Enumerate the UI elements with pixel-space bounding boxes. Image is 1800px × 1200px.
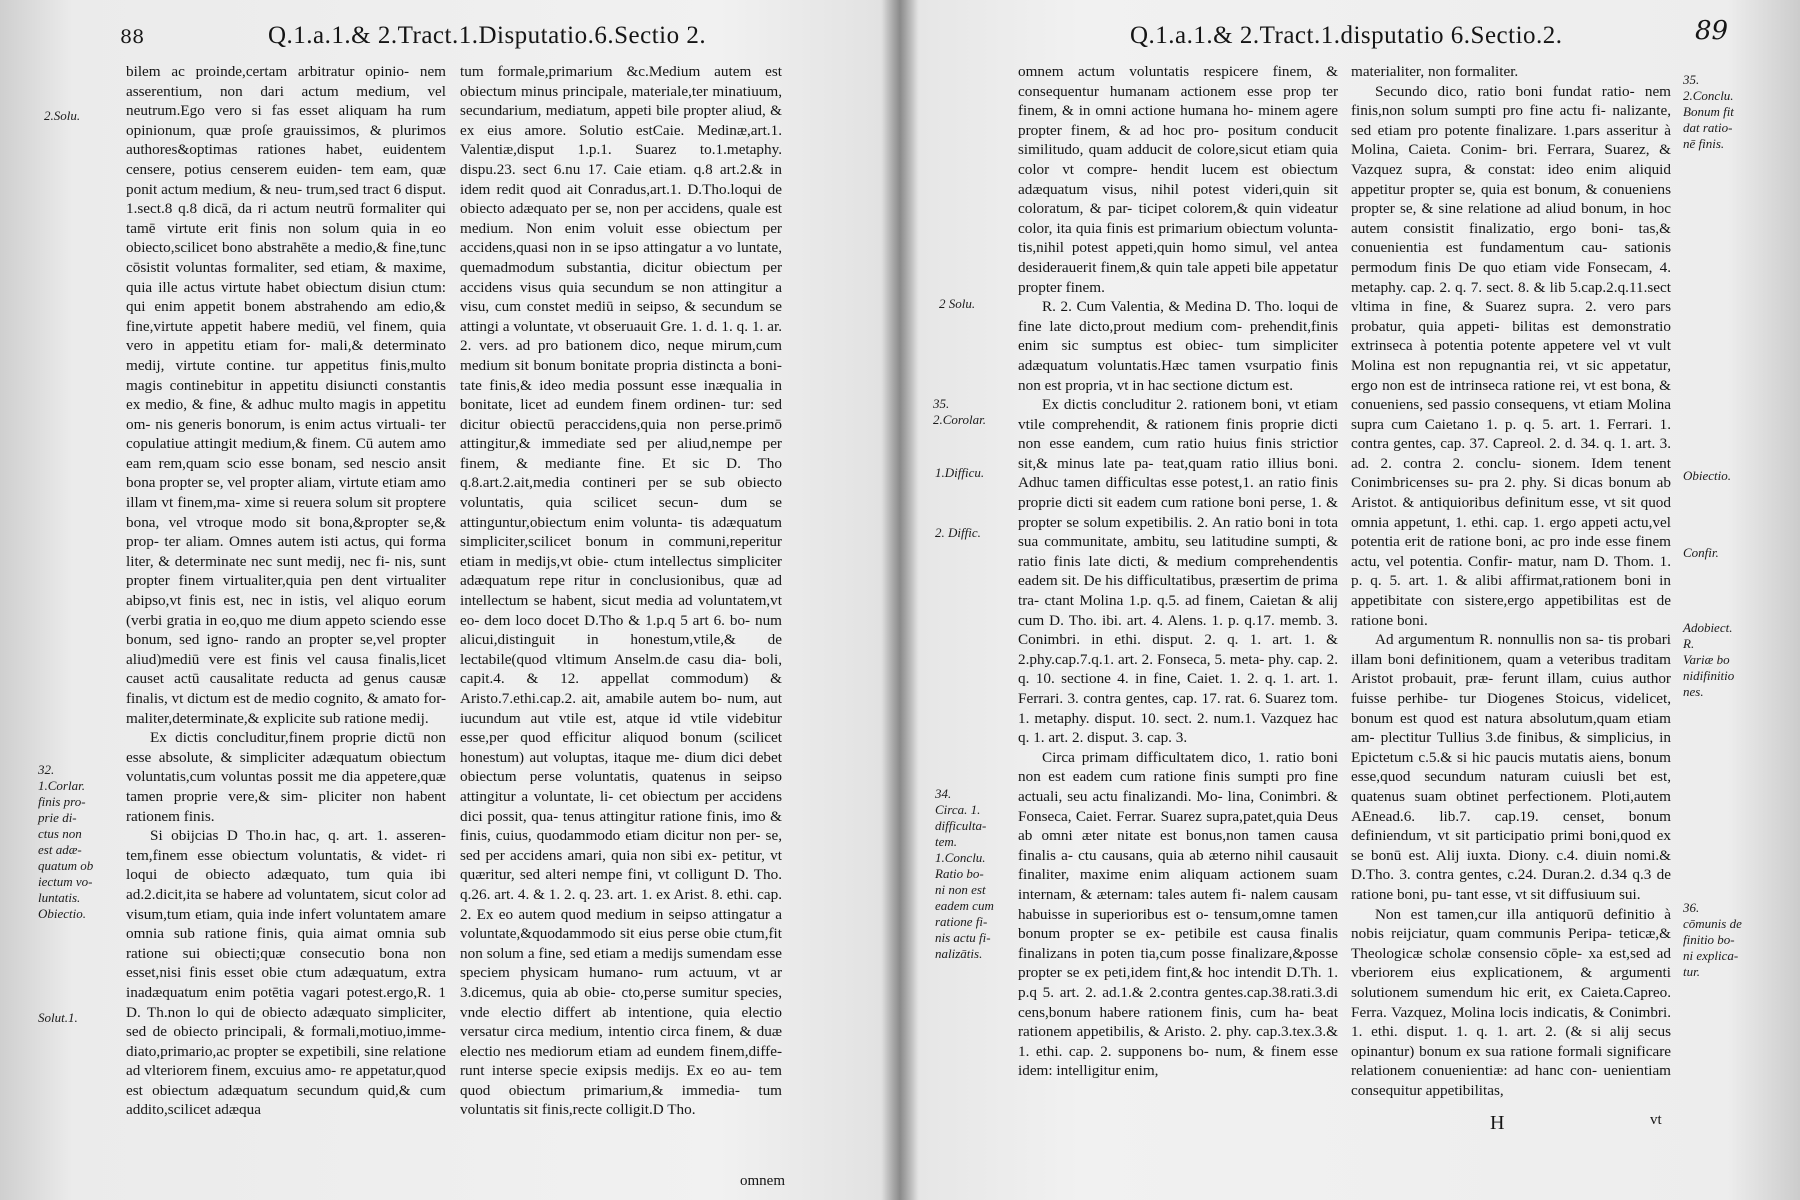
paragraph: bilem ac proinde,certam arbitratur opinio- nem asserentium, non dari actum medium, vel neutrum.Ego vero si fas esset aliquam ha rum opinionum, quæ proſe grauissimos, & plurimos authores&optimas rationes habet, euidentem censere, potius censerem euiden- tem eam, quæ ponit actum medium, & neu- trum,sed tract 6 disput. 1.sect.8 q.8 dicā, da ri actum neutrū formaliter qui tamē virtute erit finis non solum quia in eo obiecto,scilicet bono abstrahēte a medio,& fine,tunc cōsistit voluntas formaliter, sed etiam, & maxime, quia ille actus virtute habet obiectum disiun ctum: qui enim appetit bonem abstrahendo am edio,& fine,virtute appetit habere mediū, vel finem, quia vero in appetitu etiam for- mali,& determinato medij, virtute contine. tur appetitus finis,multo magis continebitur in appetitu disiuncti constantis ex medio, & fine, & adhuc multo magis in appetitu om- nis generis bonorum, is enim actus virtuali- ter copulatiue attingit medium,& finem. Cū autem amo eam rem,quam scio esse bonam, sed nescio ansit bona propter se, vel propter aliam, virtute etiam amo illam vt finem,ma- xime si reuera solum sit proptere bona, vel vtroque modo sit bona,&propter se,& prop- ter aliam. Omnes autem isti actus, qui forma liter, & determinate nec sunt medij, nec fi- nis, sunt propter finem virtualiter,quia pen dent virtualiter abipso,vt finis est, nec in istis, vel aliquo eorum (verbi gratia in eo,quo me dium appeto sciendo esse bonum, sed igno- rando an propter se,vel propter aliud)mediū vere est finis vel causa finalis,licet causet actū causalitate reducta ad genus causæ finalis, vt dictum est de medio cognito, & amato for- maliter,determinate,& explicite sub ratione medij.	[126, 63, 446, 727]
left-column-1	[126, 62, 446, 1197]
right-catchword: vt	[1650, 1112, 1662, 1128]
right-signature-mark: H	[1490, 1112, 1505, 1134]
right-margin-note-solu: 2 Solu.	[939, 296, 976, 311]
paragraph: Non est tamen,cur illa antiquorū definitio à nobis reijciatur, quam communis Peripa- teticæ,& Theologicæ scholæ consensio cōple- xa est,sed ad vberiorem eius explicationem, & argumenti solutionem sumendum hic erit, ex Caieta.Capreo. Ferra. Vazquez, Molina locis indicatis, & Conimbri. 1. ethi. disput. 1. q. 1. art. 2. (& si alij secus opinantur) bonum ex sua ratione formali significare relationem conuenientiæ: ad hanc con- uenientiam consequitur appetibilitas,	[1351, 905, 1671, 1099]
paragraph: Circa primam difficultatem dico, 1. ratio boni non est eadem cum ratione finis sumpti pro fine actuali, seu actu finalizandi. Mo- lina, Conimbri. & Fonseca, Caiet. Ferrar. Suarez supra,patet,quia Deus ab omni æter nitate est bonus,non tamen causa finalis a- ctu causans, quia ab æterno nihil causauit finaliter, maxime enim aliquam actionem suam internam, & æternam: tales autem fi- nalem causam habuisse in superioribus est o- tensum,omne tamen bonum propter se ex- petibile est causa finalis finalizans in poten tia,cum posse finalizare,&posse propter se ex peti,idem fint,& hoc intendit D.Th. 1. p.q 5. art. 2. ad.1.& 2.contra gentes.cap.38.rati.3.di cens,bonum habere rationem finis, cum ha- beat rationem appetibilis, & Aristo. 2. phy. cap.3.tex.3.& 1. ethi. cap. 2. supponens bo- num, & finem esse idem: intelligitur enim,	[1018, 748, 1338, 1080]
right-margin-note-confir: Confir.	[1683, 545, 1719, 560]
right-margin-note-obiectio: Obiectio.	[1683, 468, 1732, 483]
left-margin-note-corollary: 32. 1.Corlar. finis pro- prie di- ctus non est adæ- quatum ob iectum vo- luntatis. Obiectio.	[38, 762, 94, 921]
right-page-number: 89	[1695, 16, 1729, 46]
paragraph: omnem actum voluntatis respicere finem, & consequentur humanam actionem esse prop ter finem, & in omni actione humana ho- minem agere propter finem, & ad hoc pro- positum conducit similitudo, quam adducit de colore,sicut etiam quia color vt compre- hendit lucem est obiectum adæquatum visus, nihil potest videri,quin sit coloratum, & par- ticipet colorem,& quin videatur color, ita quia finis est primarium obiectum volunta- tis,nihil potest appeti,quin homo simul, vel antea desiderauerit finem,& quin tale appeti bile appetatur propter finem.	[1018, 63, 1338, 296]
left-page-number: 88	[120, 26, 145, 48]
left-catchword: omnem	[740, 1173, 785, 1189]
paragraph: Ad argumentum R. nonnullis non sa- tis probari illam boni definitionem, quam a veteribus traditam Aristot probauit, præ- ferunt illam, cuius author fuisse perhibe- tur Diogenes Stoicus, videlicet, bonum est quod est natura absolutum,quam etiam am- plectitur Tullius 3.de finibus, & simplicius, in Epictetum c.5.& si hic paucis mutatis aiens, bonum esse,quod secundum naturam cuiusli bet est, quatenus suam obtinet perfectionem. Ploti,autem AEnead.6. lib.7. cap.19. censet, bonum definiendum, vt sit participatio primi boni,quod ex se bonū est. Alij iuxta. Diony. c.4. diuin nomi.& D.Tho. 3. contra gentes, c.24. Duran.2. d.34 q.3 de ratione boni, pu- tant esse, vt sit diffusiuum sui.	[1351, 631, 1671, 903]
left-margin-note-solu: 2.Solu.	[44, 108, 81, 123]
right-margin-note-difficu1: 1.Difficu.	[935, 465, 985, 480]
right-running-head: Q.1.a.1.& 2.Tract.1.disputatio 6.Sectio.2.	[1130, 22, 1563, 49]
paragraph: Ex dictis concluditur 2. rationem boni, vt etiam vtile comprehendit, & rationem finis proprie dicti non esse eandem, cum ratio huius finis strictior sit,& minus late pa- teat,quam ratio illius boni. Adhuc tamen difficultas esse potest,1. an ratio finis proprie dicti sit eadem cum ratione boni perse, 1. & propter se solum expetibilis. 2. An ratio boni in tota sua communitate, ambitu, seu latitudine sumpti, & ratio finis late dicti, & medium comprehendentis eadem sit. De his difficultatibus, præsertim de prima tra- ctant Molina 1.p. q.5. ad finem, Caietan & alij cum D. Tho. ibi. art. 4. Alens. 1. p. q.17. memb. 3. Conimbri. in ethi. disput. 2. q. 1. art. 1. & 2.phy.cap.7.q.1. art. 2. Fonseca, 5. meta- phy. cap. 2. q. 10. sectione 4. in fine, Caiet. 1. 2. q. 1. art. 1. Ferrari. 3. contra gentes, cap. 17. rat. 6. Suarez tom. 1. metaphy. disput. 10. sect. 2. num.1. Vazquez hac q. 1. art. 2. disput. 3. cap. 3.	[1018, 396, 1338, 747]
right-column-1	[1018, 62, 1338, 1120]
right-margin-note-circa: 34. Circa. 1. difficulta- tem. 1.Conclu. Ratio bo- ni non est eadem cum ratione fi- nis actu fi- nalizātis.	[935, 786, 994, 961]
paragraph: Secundo dico, ratio boni fundat ratio- nem finis,non solum sumpti pro fine actu fi- nalizante, sed etiam pro potente finalizare. 1.pars asseritur à Molina, Caieta. Conim- bri. Ferrara, Suarez, & Vazquez supra, & constat: ideo enim aliquid appetitur propter se, quia est bonum, & conueniens propter se, & sine relatione ad aliud bonum, in hoc autem consistit finalizatio, ergo boni- tas,& conuenientia est fundamentum cau- sationis permodum finis De quo etiam vide Fonsecam, 4. metaphy. cap. 2. q. 7. sect. 8. & lib 5.cap.2.q.11.sect vltima in fine, & Suarez supra. 2. vero pars probatur, quia appeti- bilitas est demonstratio extrinseca à potentia potente appetere vel vt vult Molina est non repugnantia rei, vt sic appetatur, ergo non est de intrinseca ratione rei, vt est bona, & conueniens, sed passio consequens, vt etiam Molina supra cum Caietano 1. p. q. 5. art. 1. Ferrari. 1. contra gentes, cap. 37. Capreol. 2. d. 34. q. 1. art. 3. ad. 2. contra 2. conclu- sionem. Idem tenent Conimbricenses su- pra 2. phy. Si dicas bonum ab Aristot. & antiquioribus definitum esse, vt sit quod omnia appetunt, 1. ethi. cap. 1. ergo appeti actu,vel potentia erit de ratione boni, ac pro inde esse finem actu, vel potentia. Confir- matur, nam D. Thom. 1. p. q. 5. art. 1. & alibi affirmat,rationem boni in appetibitate con sistere,ergo appetibilitas est de ratione boni.	[1351, 82, 1671, 629]
paragraph: Si obijcias D Tho.in hac, q. art. 1. asseren- tem,finem esse obiectum voluntatis, & videt- ri loqui de obiecto adæquato, tum quia ibi ad.2.dicit,ita se habere ad voluntatem, sicut color ad visum,tum etiam, quia inde infert voluntatem amare omnia sub ratione finis, quia aimat omnia sub ratione sui obiecti;quæ consecutio bona non esset,nisi finis esset obie ctum adæquatum, extra inadæquatum enim potētia vagari potest.ergo,R. 1 D. Th.non lo qui de obiecto adæquato simpliciter, sed de obiecto principali, & formali,motiuo,imme- diato,primario,ac propter se expetibili, sine relatione ad vlteriorem finem, excuius amo- re appetatur,quod est obiectum adæquatum secundum quid,& cum addito,scilicet adæqua	[126, 827, 446, 1119]
right-margin-note-difficu2: 2. Diffic.	[935, 525, 981, 540]
right-margin-note-adobiect: Adobiect. R. Variæ bo nidifinitio nes.	[1683, 620, 1735, 699]
right-margin-note-communis: 36. cōmunis de finitio bo- ni explica- tur.	[1683, 900, 1742, 979]
right-margin-note-corollary: 35. 2.Corolar.	[933, 396, 986, 427]
paragraph: Ex dictis concluditur,finem proprie dictū non esse absolute, & simpliciter adæquatum obiectum voluntatis,cum voluntas possit me dia appetere,quæ tamen proprie vere,& sim- pliciter non habent rationem finis.	[126, 729, 446, 825]
paragraph: materialiter, non formaliter.	[1351, 63, 1519, 80]
left-running-head: Q.1.a.1.& 2.Tract.1.Disputatio.6.Sectio 2.	[268, 22, 707, 49]
left-column-2	[460, 62, 782, 1172]
right-margin-note-conclu2: 35. 2.Conclu. Bonum fit dat ratio- nē finis.	[1683, 72, 1734, 151]
right-column-2	[1351, 62, 1671, 1117]
right-page	[905, 0, 1800, 1200]
left-page	[0, 0, 895, 1200]
paragraph: R. 2. Cum Valentia, & Medina D. Tho. loqui de fine late dicto,prout medium com- prehendit,finis enim sic sumptus est obiec- tum simpliciter adæquatum voluntatis.Hæc tamen vsurpatio finis non est propria, vt in hac sectione dictum est.	[1018, 298, 1338, 394]
paragraph: tum formale,primarium &c.Medium autem est obiectum minus principale, materiale,ter minatiuum, secundarium, mediatum, appeti bile propter aliud, & ex eius amore. Solutio estCaie. Medinæ,art.1. Valentiæ,disput 1.p.1. Suarez to.1.metaphy. dispu.23. sect 6.nu 17. Caie etiam. q.8 art.2.& in idem redit quod ait Conradus,art.1. D.Tho.loqui de obiecto adæquato per se, non per accidens, quale est medium. Non enim voluit esse obiectum per accidens,quasi non in se ipso attingatur a vo luntate, quemadmodum substantia, dicitur obiectum per accidens visus quia secundum se non attingitur a visu, cum constet mediū in seipso, & secundum se attingi a voluntate, vt obseruauit Gre. 1. d. 1. q. 1. ar. 2. vers. ad pro bationem dico, neque mirum,cum medium sit bonum bonitate propria distincta a boni- tate finis,& ideo media possunt esse inæqualia in bonitate, licet ad eundem finem ordinen- tur: sed dicitur obiectū peraccidens,quia non perse.primō attingitur,& immediate sed per aliud,nempe per finem, & mediante fine. Et sic D. Tho q.8.art.2.ait,media contineri per se sub obiecto voluntatis, quia scilicet secun- dum se attinguntur,obiectum enim volunta- tis adæquatum simpliciter,scilicet bonum in communi,reperitur etiam in medijs,vt obie- ctum intellectus simpliciter adæquatum repe ritur in conclusionibus, quæ ad intellectum se habent, sicut media ad voluntatem,vt eo- dem loco docet D.Tho & 1.p.q 5 art 6. bo- num alicui,distinguit in honestum,vtile,& de lectabile(quod vltimum Anselm.de casu dia- boli, capit.4. & 12. appellat commodum) & Aristo.7.ethi.cap.2. ait, amabile autem bo- num, aut iucundum aut vtile est, atque id vtile videbitur esse,per quod efficitur aliquod bonum (scilicet honestum) aut voluptas, itaque me- dium dici debet obiectum perse voluntatis, quatenus in seipso attingitur a voluntate, li- cet obiectum per accidens dici possit, qua- tenus attingitur ratione finis, imo & finis, cuius, quodammodo etiam dicitur non per- se, sed per accidens amari, quia non sibi ex- petitur, vt quæritur, sed alteri nempe fini, vt colligunt D. Tho. q.26. art. 4. & 1. 2. q. 23. art. 1. ex Arist. 8. ethi. cap. 2. Ex eo autem quod medium in seipso attingatur a voluntate,&quodammodo sit eius perse obie ctum,fit non solum a fine, sed etiam a medijs sumendam esse speciem physicam humano- rum actuum, vt ar 3.dicemus, quia ab obie- cto,perse sumitur species, vnde electio differt ab intentione, quia electio versatur circa medium, intentio circa finem, & duæ electio nes mediorum etiam ad eundem finem,diffe- runt interse specie exipsis medijs. Ex eo au- tem quod obiectum primarium,& immedia- tum voluntatis sit finis,recte colligit.D Tho.	[460, 63, 782, 1119]
left-margin-note-solut: Solut.1.	[38, 1010, 78, 1025]
